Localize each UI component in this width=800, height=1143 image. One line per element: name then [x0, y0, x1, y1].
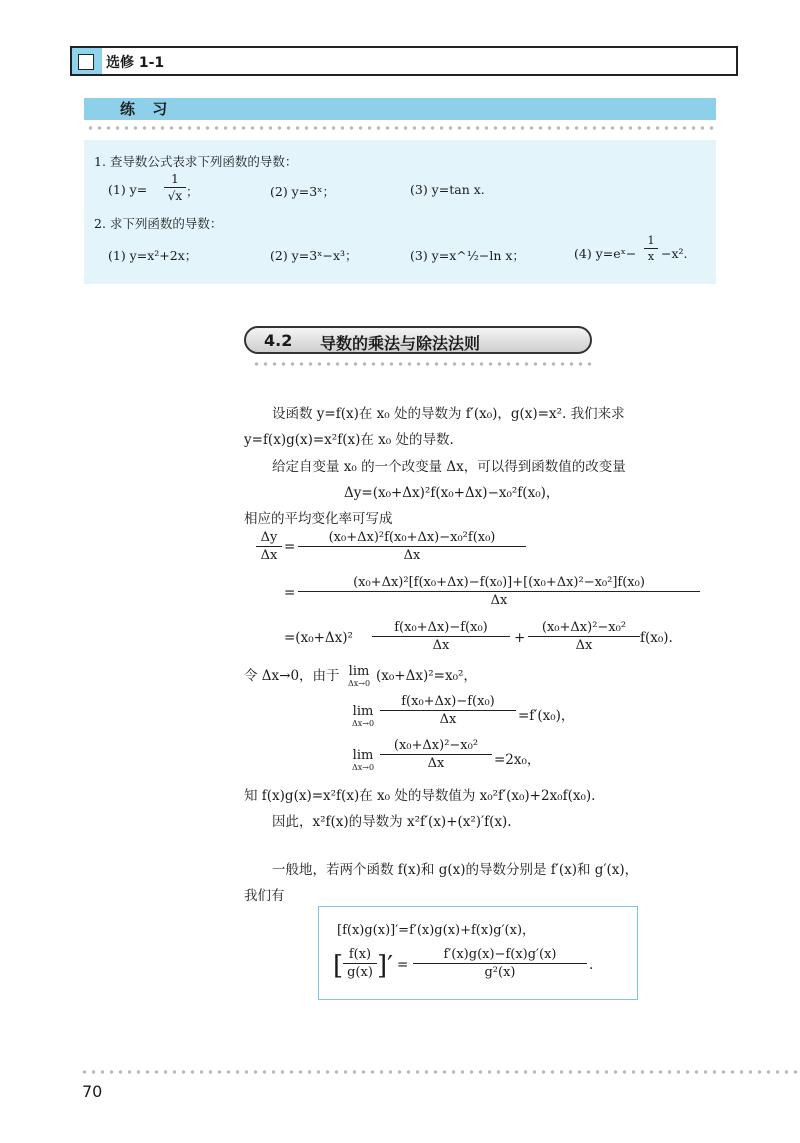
page-number: 70: [82, 1082, 103, 1101]
paragraph-6: 因此，x²f(x)的导数为 x²f′(x)+(x²)′f(x).: [272, 814, 512, 830]
dotted-divider: [252, 362, 592, 366]
lim-subscript: Δx→0: [347, 679, 371, 688]
fraction-denominator: Δx: [432, 638, 450, 653]
limit-operator: [348, 704, 378, 728]
quotient-rhs-fraction: [413, 947, 587, 980]
fraction-numerator: f′(x)g(x)−f(x)g′(x): [443, 947, 557, 962]
eq4-prefix: =(x₀+Δx)²: [284, 630, 353, 646]
formula-box: [318, 906, 638, 1000]
equals-sign: =: [284, 539, 296, 555]
quotient-lhs-fraction: [343, 947, 377, 980]
dotted-divider: [86, 126, 716, 130]
practice-q2-item-2: (2) y=3ˣ−x³；: [270, 248, 358, 263]
practice-q1-item-1: (1) y=: [108, 182, 148, 197]
paragraph-7a: 一般地，若两个函数 f(x)和 g(x)的导数分别是 f′(x)和 g′(x)，: [272, 862, 639, 878]
fraction-denominator: Δx: [403, 548, 421, 563]
fraction-denominator: Δx: [427, 756, 445, 771]
equation-1: Δy=(x₀+Δx)²f(x₀+Δx)−x₀²f(x₀)，: [344, 485, 560, 501]
lim-word: lim: [352, 704, 374, 719]
limit-3-result: =2x₀，: [494, 752, 541, 768]
practice-q2-4-fraction: [644, 234, 658, 263]
practice-q1: 1. 查导数公式表求下列函数的导数：: [94, 154, 298, 169]
practice-q2-item-3: (3) y=x^½−ln x；: [410, 248, 525, 263]
paragraph-4-expression: (x₀+Δx)²=x₀²，: [376, 668, 477, 684]
section-title-tab: [244, 326, 592, 354]
fraction-numerator: (x₀+Δx)²[f(x₀+Δx)−f(x₀)]+[(x₀+Δx)²−x₀²]f(x₀): [353, 575, 645, 590]
lim-word: lim: [352, 748, 374, 763]
fraction-numerator: (x₀+Δx)²−x₀²: [393, 738, 479, 753]
fraction-denominator: Δx: [575, 638, 593, 653]
practice-q1-item-3: (3) y=tan x.: [410, 182, 485, 197]
plus-sign: +: [514, 630, 526, 646]
lim-word: lim: [348, 664, 370, 679]
footer-dotted-divider: [80, 1070, 800, 1074]
practice-q1-fraction: [164, 172, 186, 203]
practice-q1-item-2: (2) y=3ˣ；: [270, 184, 335, 199]
limit-2-result: =f′(x₀)，: [518, 708, 575, 724]
section-number: 4.2: [264, 331, 293, 350]
fraction-numerator: f(x₀+Δx)−f(x₀): [401, 694, 495, 709]
practice-q2: 2. 求下列函数的导数：: [94, 216, 223, 231]
eq2-lhs-fraction: [256, 530, 282, 563]
paragraph-3: 相应的平均变化率可写成: [244, 511, 393, 527]
left-bracket: [: [333, 951, 344, 981]
equals-sign: =: [284, 585, 296, 601]
limit-operator: [344, 664, 374, 688]
section-title: 导数的乘法与除法法则: [320, 334, 481, 353]
lim-subscript: Δx→0: [351, 763, 375, 772]
fraction-numerator: f(x): [348, 947, 372, 962]
paragraph-1b: y=f(x)g(x)=x²f(x)在 x₀ 处的导数.: [244, 432, 454, 448]
fraction-numerator: (x₀+Δx)²f(x₀+Δx)−x₀²f(x₀): [328, 530, 496, 545]
fraction-denominator: Δx: [439, 712, 457, 727]
fraction-numerator: f(x₀+Δx)−f(x₀): [394, 620, 488, 635]
limit-operator: [348, 748, 378, 772]
paragraph-2: 给定自变量 x₀ 的一个改变量 Δx，可以得到函数值的改变量: [272, 459, 626, 475]
chapter-header: [70, 46, 738, 76]
practice-title: 练 习: [120, 100, 174, 118]
paragraph-7b: 我们有: [244, 888, 285, 904]
fraction-denominator: Δx: [490, 593, 508, 608]
eq4-suffix: f(x₀).: [640, 630, 673, 646]
fraction-numerator: 1: [171, 172, 179, 186]
practice-q1-item-1-suffix: ；: [186, 184, 199, 199]
eq4-fraction-2: [528, 620, 640, 653]
limit-3-fraction: [380, 738, 492, 771]
practice-title-bar: [84, 98, 716, 120]
paragraph-4: 令 Δx→0，由于: [244, 668, 340, 684]
practice-box: [84, 140, 716, 284]
eq3-fraction: [298, 575, 700, 608]
period: .: [589, 957, 594, 973]
limit-2-fraction: [380, 694, 516, 727]
practice-q2-item-4: (4) y=eˣ−: [574, 246, 637, 261]
fraction-numerator: 1: [647, 234, 655, 247]
equals-sign: =: [397, 957, 409, 973]
paragraph-1a: 设函数 y=f(x)在 x₀ 处的导数为 f′(x₀)，g(x)=x². 我们来求: [272, 406, 625, 422]
fraction-denominator: √x: [167, 189, 183, 203]
header-label: 选修 1-1: [106, 55, 165, 71]
fraction-denominator: x: [647, 250, 655, 263]
paragraph-5: 知 f(x)g(x)=x²f(x)在 x₀ 处的导数值为 x₀²f′(x₀)+2x₀f(x₀).: [244, 788, 596, 804]
lim-subscript: Δx→0: [351, 719, 375, 728]
eq4-fraction-1: [372, 620, 510, 653]
fraction-denominator: Δx: [260, 548, 278, 563]
fraction-denominator: g(x): [347, 965, 373, 980]
fraction-denominator: g²(x): [484, 965, 516, 980]
fraction-numerator: (x₀+Δx)²−x₀²: [541, 620, 627, 635]
product-rule: [f(x)g(x)]′=f′(x)g(x)+f(x)g′(x)，: [337, 923, 536, 938]
practice-q2-item-4-suffix: −x².: [661, 246, 688, 261]
right-bracket-prime: ]′: [377, 951, 394, 981]
header-square-icon: [78, 54, 94, 70]
eq2-rhs-fraction: [298, 530, 526, 563]
practice-q2-item-1: (1) y=x²+2x；: [108, 248, 198, 263]
fraction-numerator: Δy: [260, 530, 278, 545]
